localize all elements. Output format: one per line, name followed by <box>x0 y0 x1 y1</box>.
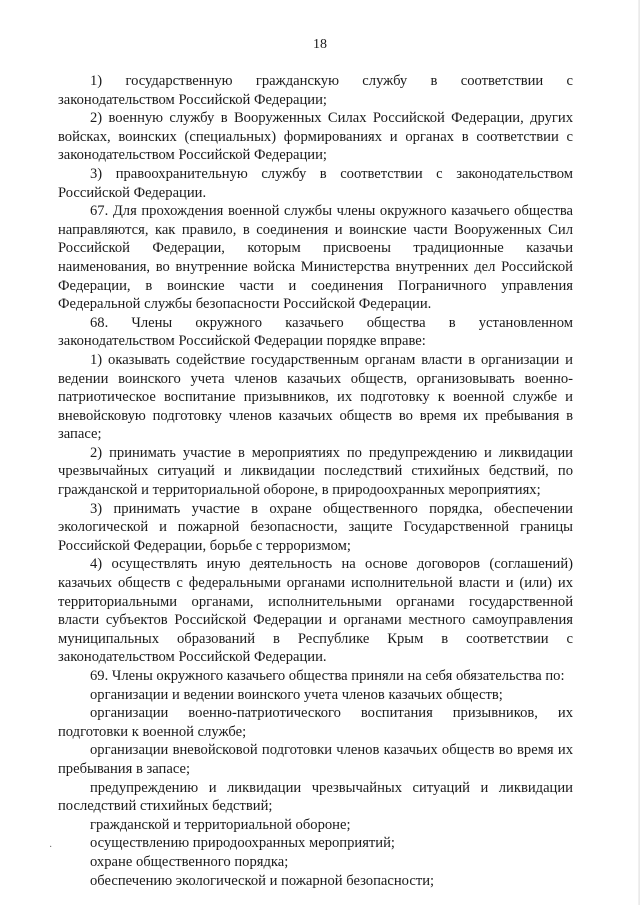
paragraph-66-item-3: 3) правоохранительную службу в соответствии с законодательством Российской Федерации. <box>58 165 573 201</box>
obligation-item: организации и ведении воинского учета членов казачьих обществ; <box>90 686 503 703</box>
paragraph-68-item-2: 2) принимать участие в мероприятиях по предупреждению и ликвидации чрезвычайных ситуаций и ликвидации последствий стихийных бедствий, по гражданской и территориальной обороне, в природоохранных мероприятиях; <box>58 444 573 499</box>
paragraph-68-item-3: 3) принимать участие в охране общественного порядка, обеспечении экологической и пожарной безопасности, защите Государственной границы Российской Федерации, борьбе с терроризмом; <box>58 500 573 554</box>
paragraph-68-item-1: 1) оказывать содействие государственным органам власти в организации и ведении воинского учета членов казачьих обществ, организовывать военно-патриотическое воспитание призывников, их подготовку к военной службе и вневойсковую подготовку членов казачьих обществ во время их пребывания в запасе; <box>58 351 573 443</box>
paragraph-69: 69. Члены окружного казачьего общества приняли на себя обязательства по: <box>90 668 565 684</box>
document-body <box>58 72 573 890</box>
obligation-item: обеспечению экологической и пожарной безопасности; <box>90 872 435 889</box>
obligation-item: организации военно-патриотического воспитания призывников, их подготовки к военной службе; <box>58 705 573 740</box>
paragraph-66-item-1: 1) государственную гражданскую службу в соответствии с законодательством Российской Федерации; <box>58 73 573 108</box>
obligation-item: гражданской и территориальной обороне; <box>90 816 351 833</box>
obligation-item: охране общественного порядка; <box>90 853 289 870</box>
obligation-item: организации вневойсковой подготовки членов казачьих обществ во время их пребывания в запасе; <box>58 742 573 777</box>
obligation-item: осуществлению природоохранных мероприятий; <box>90 835 395 852</box>
paragraph-68-item-4: 4) осуществлять иную деятельность на основе договоров (соглашений) казачьих обществ с федеральными органами исполнительной власти и (или) их территориальными органами, исполнительными органами государственной власти субъектов Российской Федерации и органами местного самоуправления муниципальных образований в Республике Крым в соответствии с законодательством Российской Федерации. <box>58 556 573 666</box>
paragraph-67: 67. Для прохождения военной службы члены окружного казачьего общества направляются, как правило, в соединения и воинские части Вооруженных Сил Российской Федерации, которым присвоены традиционные казачьи наименования, во внутренние войска Министерства внутренних дел Российской Федерации, в воинские части и соединения Пограничного управления Федеральной службы безопасности Российской Федерации. <box>58 203 573 313</box>
scan-dot-mark: · <box>49 842 53 853</box>
paragraph-68: 68. Члены окружного казачьего общества в установленном законодательством Российской Федерации порядке вправе: <box>58 314 573 350</box>
paragraph-66-item-2: 2) военную службу в Вооруженных Силах Российской Федерации, других войсках, воинских (специальных) формированиях и органах в соответствии с законодательством Российской Федерации; <box>58 110 573 164</box>
obligation-item: предупреждению и ликвидации чрезвычайных ситуаций и ликвидации последствий стихийных бедствий; <box>58 779 573 815</box>
page-number: 18 <box>313 37 327 52</box>
